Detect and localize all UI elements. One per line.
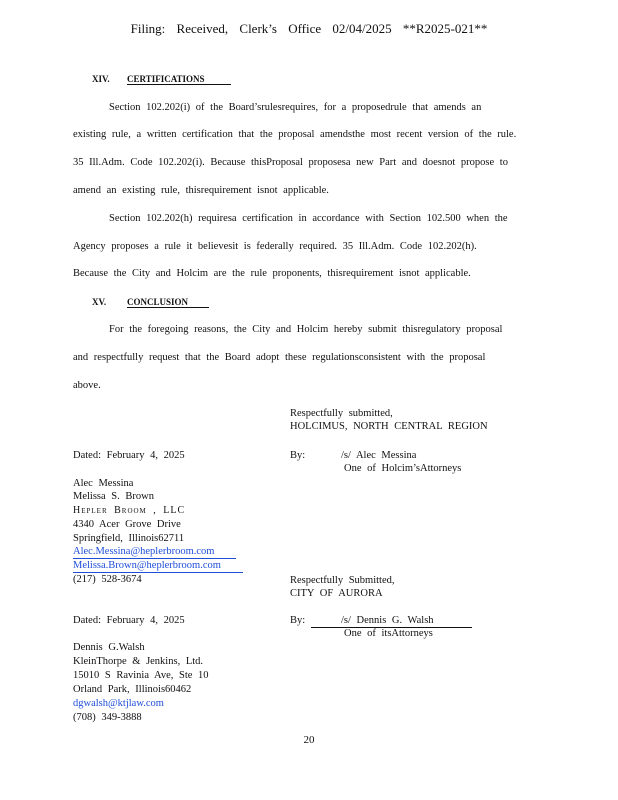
address-line: Springfield, Illinois62711 [73, 533, 185, 544]
paragraph-line: existing rule, a written certification that the proposal amendsthe most recent version of the rule. [73, 129, 517, 140]
signature-aurora: /s/ Dennis G. Walsh [311, 614, 472, 628]
section-title-conclusion: CONCLUSION [127, 297, 209, 308]
signer-role-holcim: One of Holcim’sAttorneys [344, 463, 462, 474]
signature-holcim: /s/ Alec Messina [341, 450, 417, 461]
page-number: 20 [303, 734, 315, 746]
respectfully-submitted-aurora: Respectfully Submitted, [290, 575, 395, 586]
paragraph-line: Because the City and Holcim are the rule proponents, thisrequirement isnot applicable. [73, 268, 471, 279]
paragraph-line: and respectfully request that the Board adopt these regulationsconsistent with the proposal [73, 352, 486, 363]
by-label-aurora: By: [290, 615, 306, 626]
filing-header: Filing: Received, Clerk’s Office 02/04/2025 **R2025-021** [130, 21, 488, 36]
firm-name: KleinThorpe & Jenkins, Ltd. [73, 656, 204, 667]
section-number-xiv: XIV. [92, 74, 110, 84]
paragraph-line: Section 102.202(i) of the Board’srulesrequires, for a proposedrule that amends an [109, 102, 482, 113]
paragraph-line: amend an existing rule, thisrequirement isnot applicable. [73, 185, 329, 196]
respectfully-submitted-holcim: Respectfully submitted, [290, 408, 393, 419]
email-link[interactable]: Alec.Messina@heplerbroom.com [73, 545, 236, 559]
address-line: 4340 Acer Grove Drive [73, 519, 181, 530]
party-holcim: HOLCIMUS, NORTH CENTRAL REGION [290, 421, 488, 432]
address-line: 15010 S Ravinia Ave, Ste 10 [73, 670, 209, 681]
address-line: Orland Park, Illinois60462 [73, 684, 192, 695]
firm-name: Hepler Broom , LLC [73, 505, 186, 516]
contact-name: Alec Messina [73, 478, 134, 489]
paragraph-line: above. [73, 380, 101, 391]
phone-number: (217) 528-3674 [73, 574, 142, 585]
email-link[interactable]: dgwalsh@ktjlaw.com [73, 698, 164, 709]
signer-role-aurora: One of itsAttorneys [344, 628, 433, 639]
section-number-xv: XV. [92, 297, 107, 307]
paragraph-line: Agency proposes a rule it believesit is federally required. 35 Ill.Adm. Code 102.202(h). [73, 241, 477, 252]
paragraph-line: 35 Ill.Adm. Code 102.202(i). Because thisProposal proposesa new Part and doesnot propose to [73, 157, 508, 168]
phone-number: (708) 349-3888 [73, 712, 142, 723]
dated-aurora: Dated: February 4, 2025 [73, 615, 185, 626]
email-link[interactable]: Melissa.Brown@heplerbroom.com [73, 559, 243, 573]
contact-name: Melissa S. Brown [73, 491, 154, 502]
dated-holcim: Dated: February 4, 2025 [73, 450, 185, 461]
contact-name: Dennis G.Walsh [73, 642, 145, 653]
paragraph-line: For the foregoing reasons, the City and Holcim hereby submit thisregulatory proposal [109, 324, 503, 335]
section-title-certifications: CERTIFICATIONS [127, 74, 231, 85]
paragraph-line: Section 102.202(h) requiresa certification in accordance with Section 102.500 when the [109, 213, 508, 224]
party-aurora: CITY OF AURORA [290, 588, 383, 599]
by-label-holcim: By: [290, 450, 306, 461]
